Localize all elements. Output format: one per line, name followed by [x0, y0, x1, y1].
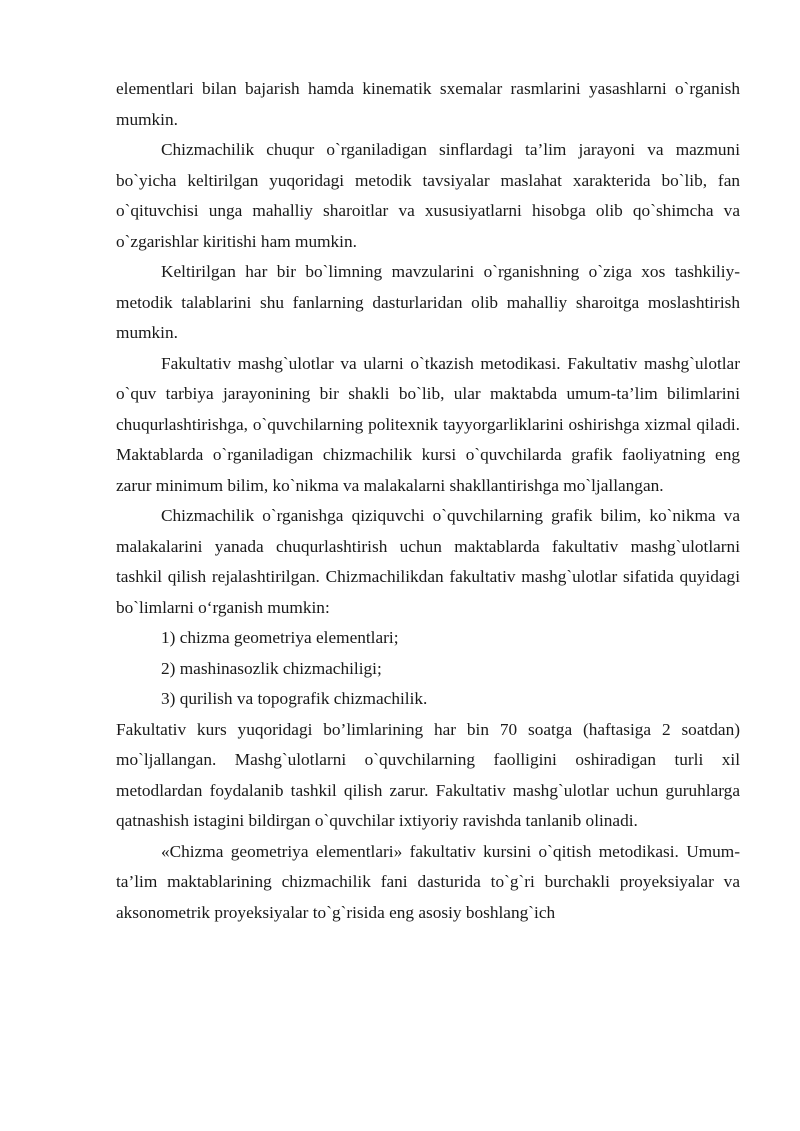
document-page: [116, 74, 740, 928]
list-item: 3) qurilish va topografik chizmachilik.: [161, 689, 428, 708]
paragraph-section-topics: Keltirilgan har bir bo`limning mavzularini o`rganishning o`ziga xos tashkiliy-metodik talablarini shu fanlarning dasturlaridan olib mahalliy sharoitga moslashtirish mumkin.: [116, 262, 740, 342]
list-item: 2) mashinasozlik chizmachiligi;: [161, 658, 382, 678]
paragraph-geometry-course-method: «Chizma geometriya elementlari» fakultativ kursini o`qitish metodikasi. Umum-ta’lim maktablarining chizmachilik fani dasturida to`g`ri burchakli proyeksiyalar va aksonometrik proyeksiyalar to`g`risida eng asosiy boshlang`ich: [116, 841, 740, 922]
list-item: 1) chizma geometriya elementlari;: [161, 628, 399, 647]
paragraph-methodical-recommendations: Chizmachilik chuqur o`rganiladigan sinflardagi ta’lim jarayoni va mazmuni bo`yicha keltirilgan yuqoridagi metodik tavsiyalar maslahat xarakterida bo`lib, fan o`qituvchisi unga mahalliy sharoitlar va xususiyatlarni hisobga olib qo`shimcha va o`zgarishlar kiritishi ham mumkin.: [116, 140, 740, 251]
paragraph-elective-classes: Fakultativ mashg`ulotlar va ularni o`tkazish metodikasi. Fakultativ mashg`ulotlar o`quv tarbiya jarayonining bir shakli bo`lib, ular maktabda umum-ta’lim bilimlarini chuqurlashtirishga, o`quvchilarning politexnik tayyorgarliklarini oshirishga xizmal qiladi. Maktablarda o`rganiladigan chizmachilik kursi o`quvchilarda grafik faoliyatning eng zarur minimum bilim, ko`nikma va malakalarni shakllantirishga mo`ljallangan.: [116, 353, 740, 495]
paragraph-course-hours: Fakultativ kurs yuqoridagi bo’limlarining har bin 70 soatga (haftasiga 2 soatdan) mo`ljallangan. Mashg`ulotlarni o`quvchilarning faolligini oshiradigan turli xil metodlardan foydalanib tashkil qilish zarur. Fakultativ mashg`ulotlar uchun guruhlarga qatnashish istagini bildirgan o`quvchilar ixtiyoriy ravishda tanlanib olinadi.: [116, 719, 740, 830]
paragraph-elective-sections: Chizmachilik o`rganishga qiziquvchi o`quvchilarning grafik bilim, ko`nikma va malakalarini yanada chuqurlashtirish uchun maktablarda fakultativ mashg`ulotlarni tashkil qilish rejalashtirilgan. Chizmachilikdan fakultativ mashg`ulotlar sifatida quyidagi bo`limlarni o‘rganish mumkin:: [116, 506, 740, 617]
paragraph-continuation: elementlari bilan bajarish hamda kinematik sxemalar rasmlarini yasashlarni o`rganish mumkin.: [116, 79, 740, 129]
